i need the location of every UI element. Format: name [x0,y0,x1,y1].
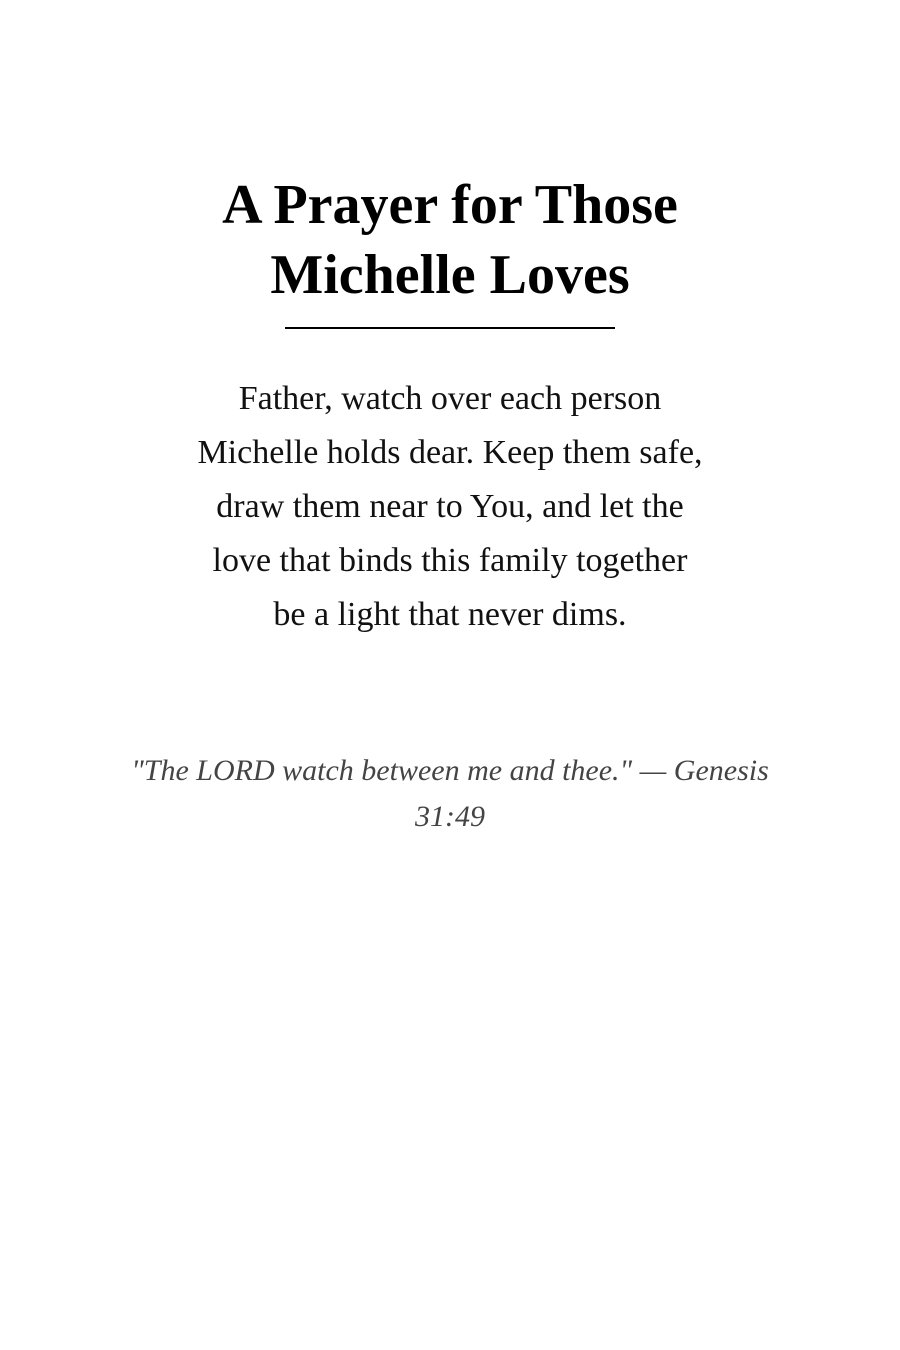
prayer-text: Father, watch over each person Michelle holds dear. Keep them safe, draw them near to You, and let the love that binds this family together be a light that never dims. [197,380,703,633]
title-divider [285,327,615,329]
scripture-quote: "The LORD watch between me and thee." — Genesis 31:49 [131,754,769,833]
page-title: A Prayer for Those Michelle Loves [222,174,678,306]
